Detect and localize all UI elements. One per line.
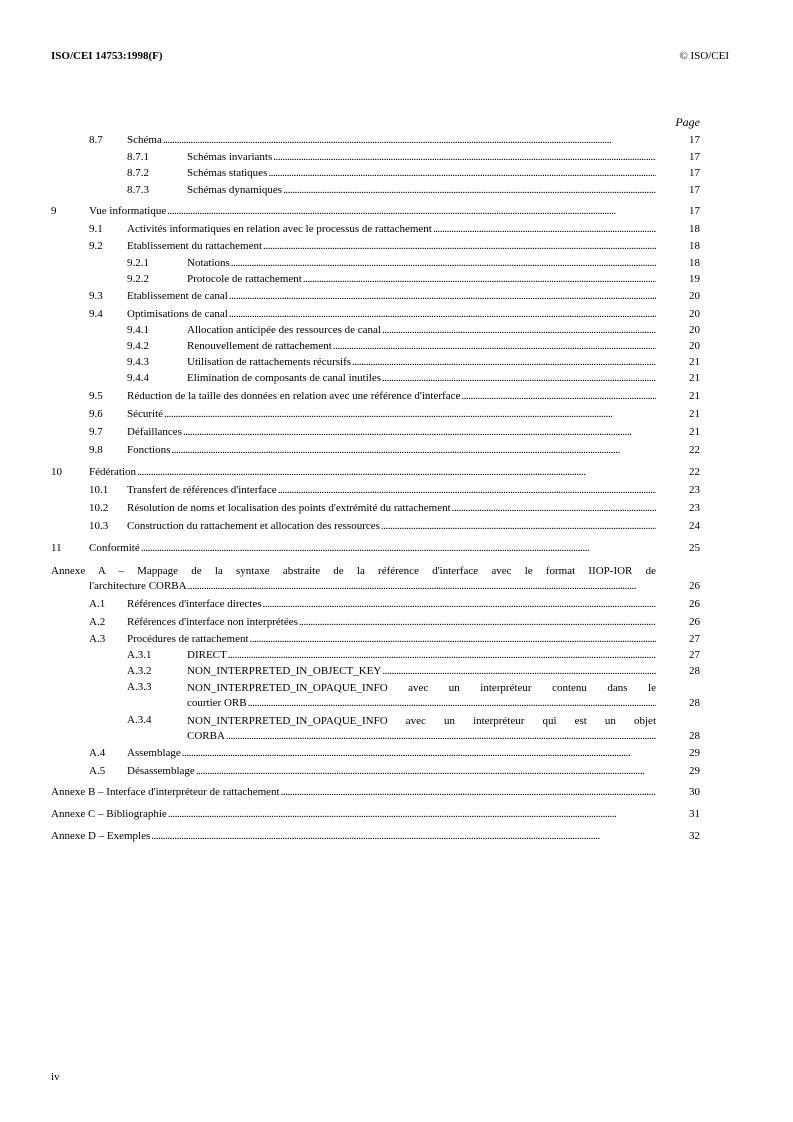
toc-entry-title: Utilisation de rattachements récursifs [187, 356, 352, 368]
toc-entry-page: 28 [689, 665, 700, 677]
toc-entry-title-line2: CORBA [187, 730, 225, 742]
toc-entry-page: 21 [689, 356, 700, 368]
toc-entry-number: 9.8 [89, 444, 103, 456]
toc-entry-title: Schéma [127, 134, 162, 146]
dot-leader [299, 616, 656, 628]
toc-entry-link[interactable] [127, 765, 656, 777]
toc-entry-number: 8.7.2 [127, 167, 149, 179]
dot-leader [382, 372, 656, 384]
toc-entry-title: Schémas dynamiques [187, 184, 283, 196]
toc-entry-number: A.5 [89, 765, 106, 777]
toc-entry-link[interactable] [187, 324, 656, 336]
toc-entry-link[interactable] [127, 390, 656, 402]
dot-leader [141, 542, 656, 554]
dot-leader [250, 633, 656, 645]
toc-entry-page: 17 [689, 151, 700, 163]
dot-leader [229, 308, 656, 320]
toc-entry-page: 17 [689, 134, 700, 146]
toc-entry-title: Références d'interface non interprétées [127, 616, 298, 628]
toc-entry-page: 29 [689, 747, 700, 759]
dot-leader [182, 747, 656, 759]
toc-entry-title: Optimisations de canal [127, 308, 228, 320]
toc-entry-link[interactable] [127, 747, 656, 759]
toc-entry-page: 30 [689, 786, 700, 798]
toc-entry-link[interactable] [127, 134, 656, 146]
toc-entry-number: 9.7 [89, 426, 103, 438]
dot-leader [382, 324, 656, 336]
toc-entry-title: Assemblage [127, 747, 181, 759]
toc-entry-link[interactable] [187, 730, 656, 742]
toc-entry-page: 20 [689, 324, 700, 336]
toc-entry-link[interactable] [127, 502, 656, 514]
toc-entry-number: 9.4.1 [127, 324, 149, 336]
toc-entry-title-line2: l'architecture CORBA [89, 580, 187, 592]
toc-entry-link[interactable] [187, 372, 656, 384]
dot-leader [167, 205, 656, 217]
toc-entry-link[interactable] [187, 257, 656, 269]
toc-entry-link[interactable] [127, 408, 656, 420]
copyright-header: © ISO/CEI [679, 50, 729, 62]
toc-entry-page: 21 [689, 408, 700, 420]
toc-entry-page: 17 [689, 167, 700, 179]
toc-entry-page: 20 [689, 290, 700, 302]
dot-leader [278, 484, 656, 496]
toc-entry-link[interactable] [51, 830, 656, 842]
dot-leader [283, 184, 656, 196]
toc-entry-page: 24 [689, 520, 700, 532]
dot-leader [231, 257, 656, 269]
toc-entry-title: Notations [187, 257, 230, 269]
dot-leader [196, 765, 656, 777]
toc-entry-link[interactable] [127, 426, 656, 438]
dot-leader [151, 830, 656, 842]
page-column-label: Page [675, 115, 700, 129]
toc-entry-title: Annexe D – Exemples [51, 830, 151, 842]
toc-entry-link[interactable] [127, 290, 656, 302]
toc-entry-link[interactable] [51, 808, 656, 820]
toc-entry-title: Défaillances [127, 426, 182, 438]
toc-entry-title-line1[interactable]: Annexe A – Mappage de la syntaxe abstraite de la référence d'interface avec le format IIOP-IOR de [51, 565, 656, 577]
toc-entry-link[interactable] [127, 616, 656, 628]
toc-entry-title: Annexe B – Interface d'interpréteur de rattachement [51, 786, 280, 798]
dot-leader [273, 151, 656, 163]
dot-leader [333, 340, 656, 352]
toc-entry-page: 17 [689, 205, 700, 217]
toc-entry-number: 9.4.4 [127, 372, 149, 384]
toc-entry-page: 28 [689, 697, 700, 709]
toc-entry-link[interactable] [127, 633, 656, 645]
toc-entry-page: 18 [689, 223, 700, 235]
toc-entry-link[interactable] [187, 151, 656, 163]
toc-entry-number: 8.7.1 [127, 151, 149, 163]
dot-leader [433, 223, 656, 235]
toc-entry-number: 10 [51, 466, 62, 478]
toc-entry-link[interactable] [187, 184, 656, 196]
toc-entry-number: 9.4 [89, 308, 103, 320]
toc-entry-number: A.3.4 [127, 714, 152, 726]
toc-entry-link[interactable] [127, 484, 656, 496]
toc-entry-number: 9.2.1 [127, 257, 149, 269]
toc-entry-link[interactable] [187, 649, 656, 661]
toc-entry-title: Allocation anticipée des ressources de canal [187, 324, 381, 336]
toc-entry-title: Vue informatique [89, 205, 167, 217]
toc-entry-title: Sécurité [127, 408, 164, 420]
toc-entry-link[interactable] [89, 205, 656, 217]
toc-entry-title-line2: courtier ORB [187, 697, 247, 709]
page-number-footer: iv [51, 1071, 60, 1083]
toc-entry-title: Etablissement de canal [127, 290, 228, 302]
toc-entry-title: Résolution de noms et localisation des points d'extrémité du rattachement [127, 502, 451, 514]
toc-entry-number: 9.6 [89, 408, 103, 420]
toc-entry-page: 20 [689, 308, 700, 320]
toc-entry-title: Construction du rattachement et allocation des ressources [127, 520, 380, 532]
toc-entry-page: 21 [689, 372, 700, 384]
toc-entry-title: Réduction de la taille des données en relation avec une référence d'interface [127, 390, 461, 402]
toc-entry-page: 23 [689, 484, 700, 496]
toc-entry-number: 9.2.2 [127, 273, 149, 285]
toc-entry-title: Références d'interface directes [127, 598, 262, 610]
dot-leader [461, 390, 656, 402]
toc-entry-page: 17 [689, 184, 700, 196]
toc-entry-link[interactable] [89, 542, 656, 554]
dot-leader [248, 697, 656, 709]
toc-entry-page: 23 [689, 502, 700, 514]
dot-leader [281, 786, 656, 798]
dot-leader [168, 808, 656, 820]
dot-leader [164, 408, 656, 420]
toc-entry-link[interactable] [127, 598, 656, 610]
toc-entry-link[interactable] [127, 444, 656, 456]
toc-entry-title: Fonctions [127, 444, 171, 456]
toc-entry-title: Protocole de rattachement [187, 273, 302, 285]
dot-leader [452, 502, 656, 514]
dot-leader [226, 730, 656, 742]
toc-entry-page: 18 [689, 240, 700, 252]
toc-entry-title: Désassemblage [127, 765, 195, 777]
toc-entry-title: Etablissement du rattachement [127, 240, 263, 252]
dot-leader [171, 444, 656, 456]
toc-entry-page: 26 [689, 598, 700, 610]
toc-entry-number: A.3 [89, 633, 106, 645]
toc-entry-title: DIRECT [187, 649, 227, 661]
toc-entry-link[interactable] [187, 665, 656, 677]
toc-entry-page: 26 [689, 616, 700, 628]
dot-leader [228, 649, 656, 661]
dot-leader [137, 466, 656, 478]
toc-entry-link[interactable] [127, 520, 656, 532]
dot-leader [163, 134, 656, 146]
toc-entry-number: A.3.2 [127, 665, 152, 677]
toc-entry-title: Procédures de rattachement [127, 633, 249, 645]
dot-leader [303, 273, 656, 285]
toc-entry-page: 20 [689, 340, 700, 352]
toc-entry-number: 9.2 [89, 240, 103, 252]
toc-entry-page: 21 [689, 390, 700, 402]
toc-entry-title: Transfert de références d'interface [127, 484, 277, 496]
toc-entry-page: 29 [689, 765, 700, 777]
toc-entry-page: 18 [689, 257, 700, 269]
toc-entry-number: A.4 [89, 747, 106, 759]
toc-entry-number: 8.7 [89, 134, 103, 146]
dot-leader [268, 167, 656, 179]
toc-entry-title: Schémas statiques [187, 167, 268, 179]
dot-leader [381, 520, 656, 532]
toc-entry-number: A.1 [89, 598, 106, 610]
toc-entry-number: A.3.1 [127, 649, 152, 661]
dot-leader [229, 290, 656, 302]
toc-entry-link[interactable] [89, 466, 656, 478]
toc-entry-page: 19 [689, 273, 700, 285]
dot-leader [263, 240, 656, 252]
toc-entry-number: 9.1 [89, 223, 103, 235]
dot-leader [183, 426, 656, 438]
toc-entry-link[interactable] [51, 786, 656, 798]
toc-entry-link[interactable] [187, 167, 656, 179]
dot-leader [263, 598, 656, 610]
toc-entry-page: 25 [689, 542, 700, 554]
toc-entry-number: 9.3 [89, 290, 103, 302]
toc-entry-link[interactable] [127, 308, 656, 320]
toc-entry-title: Activités informatiques en relation avec le processus de rattachement [127, 223, 432, 235]
toc-entry-link[interactable] [187, 697, 656, 709]
toc-entry-number: 10.3 [89, 520, 109, 532]
toc-entry-title: NON_INTERPRETED_IN_OBJECT_KEY [187, 665, 382, 677]
toc-entry-link[interactable] [187, 340, 656, 352]
toc-entry-number: 9 [51, 205, 57, 217]
toc-entry-link[interactable] [127, 240, 656, 252]
toc-entry-title-line1[interactable]: NON_INTERPRETED_IN_OPAQUE_INFO avec un interpréteur qui est un objet [187, 715, 656, 727]
toc-entry-number: A.3.3 [127, 681, 152, 693]
toc-entry-page: 32 [689, 830, 700, 842]
document-id-header: ISO/CEI 14753:1998(F) [51, 50, 163, 62]
toc-entry-title: Fédération [89, 466, 137, 478]
toc-entry-page: 26 [689, 580, 700, 592]
toc-entry-number: 9.5 [89, 390, 103, 402]
toc-entry-number: 11 [51, 542, 62, 554]
dot-leader [188, 580, 656, 592]
toc-entry-number: 9.4.2 [127, 340, 149, 352]
toc-entry-number: 10.2 [89, 502, 109, 514]
toc-entry-link[interactable] [187, 356, 656, 368]
toc-entry-page: 28 [689, 730, 700, 742]
toc-entry-title: Schémas invariants [187, 151, 273, 163]
toc-entry-page: 31 [689, 808, 700, 820]
toc-entry-page: 27 [689, 633, 700, 645]
toc-entry-number: 9.4.3 [127, 356, 149, 368]
toc-entry-link[interactable] [89, 580, 656, 592]
toc-entry-title-line1[interactable]: NON_INTERPRETED_IN_OPAQUE_INFO avec un interpréteur contenu dans le [187, 682, 656, 694]
toc-entry-title: Annexe C – Bibliographie [51, 808, 167, 820]
toc-entry-page: 22 [689, 444, 700, 456]
toc-entry-title: Conformité [89, 542, 140, 554]
dot-leader [352, 356, 656, 368]
toc-entry-link[interactable] [127, 223, 656, 235]
toc-entry-title: Elimination de composants de canal inutiles [187, 372, 381, 384]
toc-entry-number: A.2 [89, 616, 106, 628]
toc-entry-number: 8.7.3 [127, 184, 149, 196]
toc-entry-page: 27 [689, 649, 700, 661]
toc-entry-title: Renouvellement de rattachement [187, 340, 332, 352]
toc-entry-page: 21 [689, 426, 700, 438]
toc-entry-link[interactable] [187, 273, 656, 285]
toc-entry-number: 10.1 [89, 484, 109, 496]
dot-leader [382, 665, 656, 677]
toc-entry-page: 22 [689, 466, 700, 478]
